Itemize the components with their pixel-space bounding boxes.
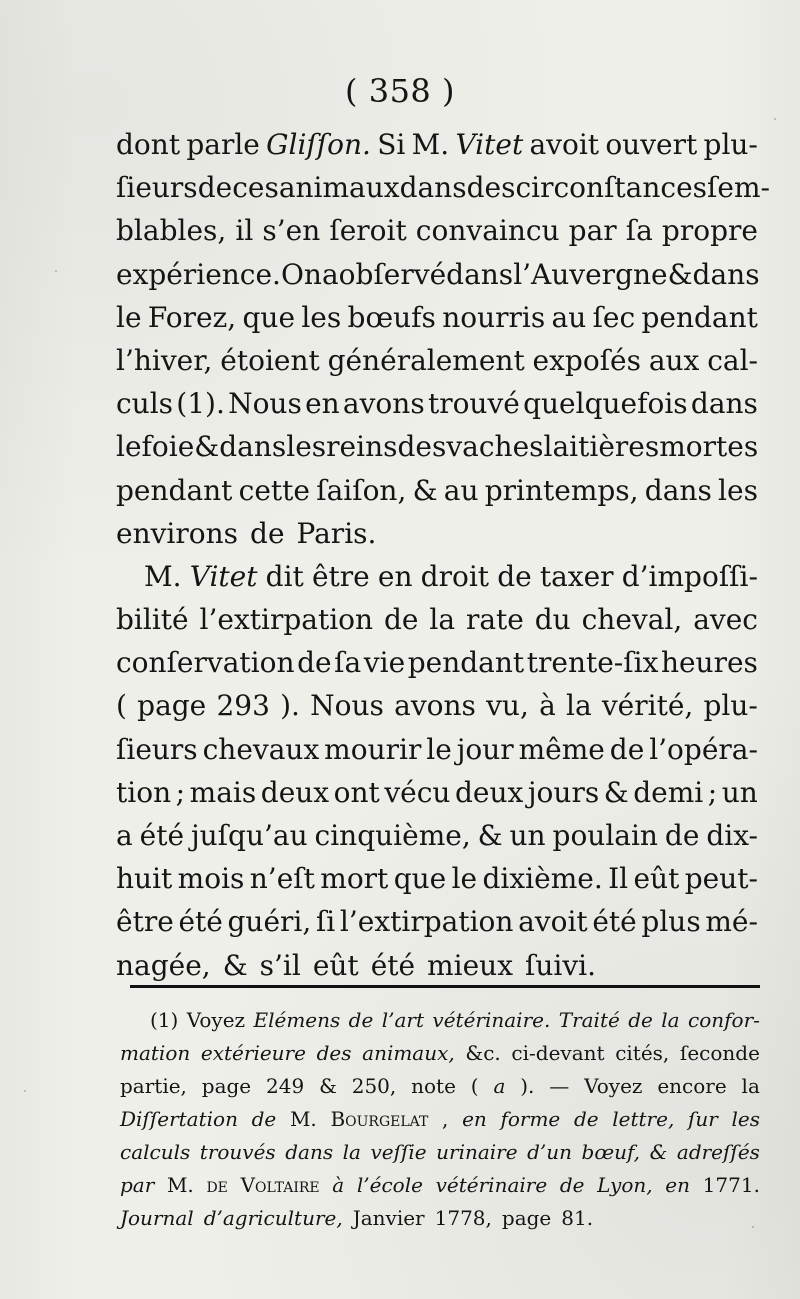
word: par — [568, 214, 617, 248]
word: huit — [116, 862, 173, 896]
word: circonſtances — [515, 171, 708, 205]
word: dans — [446, 257, 514, 291]
word: en — [377, 559, 413, 593]
word: ſieurs — [116, 171, 198, 205]
word: du — [534, 603, 571, 637]
word: propre — [661, 214, 758, 248]
styled-word: Vitet — [189, 559, 258, 593]
word: de — [297, 646, 332, 680]
text-line — [116, 123, 758, 166]
styled-word: mation — [120, 1041, 191, 1065]
word: vu, — [486, 689, 529, 723]
word: blables, — [116, 214, 227, 248]
word: mortes — [659, 430, 759, 464]
styled-word: dans — [285, 1140, 334, 1164]
text-line — [116, 771, 758, 814]
text-line — [116, 166, 770, 209]
styled-word: la — [661, 1008, 680, 1032]
word: vécu — [384, 775, 451, 809]
styled-word: animaux, — [362, 1041, 455, 1065]
word: foie — [141, 430, 195, 464]
styled-word: Elémens — [253, 1008, 341, 1032]
word: Il — [608, 862, 629, 896]
word: de — [197, 171, 233, 205]
styled-word: en — [462, 1107, 487, 1131]
word: mourir — [324, 732, 422, 766]
word: la — [741, 1074, 760, 1098]
styled-word: par — [120, 1173, 155, 1197]
word: ; — [175, 775, 186, 809]
word: être — [116, 905, 174, 939]
word: quelquefois — [523, 387, 688, 421]
word: été — [139, 819, 185, 852]
styled-word: de — [206, 1173, 228, 1197]
text-line — [116, 296, 758, 339]
word: Si — [377, 128, 406, 161]
word: deux — [455, 775, 524, 809]
styled-word: lettre, — [612, 1107, 675, 1131]
styled-word: Diſſertation — [120, 1107, 238, 1131]
word: — — [549, 1074, 570, 1098]
word: 81. — [561, 1206, 594, 1230]
styled-word: de — [628, 1008, 653, 1032]
word: cheval, — [581, 603, 683, 637]
word: pendant — [407, 646, 525, 680]
styled-word: en — [665, 1173, 691, 1197]
word: 249 — [266, 1074, 305, 1098]
footnote-line — [120, 1037, 760, 1070]
word: eût — [633, 862, 680, 896]
word: ſa — [334, 646, 362, 680]
word: page — [137, 689, 207, 723]
word: au — [551, 300, 587, 334]
word: parle — [186, 128, 260, 161]
page-number: ( 358 ) — [345, 72, 455, 110]
footnote-line — [120, 1136, 760, 1169]
word: guéri, — [227, 905, 312, 939]
word: de — [383, 603, 419, 637]
word: poulain — [552, 819, 658, 852]
word: étoient — [220, 343, 320, 377]
word: le — [426, 732, 452, 766]
word: les — [301, 300, 342, 334]
word: l’extirpation — [199, 603, 374, 637]
word: jours — [527, 775, 600, 809]
word: dit — [265, 559, 304, 593]
word: Nous — [310, 689, 384, 723]
styled-word: d’un — [527, 1140, 573, 1164]
word: trente-ſix — [526, 646, 659, 680]
word: ſec — [592, 300, 636, 334]
text-line — [116, 253, 758, 296]
styled-word: de — [348, 1008, 374, 1032]
word: laitières — [543, 430, 660, 464]
word: avec — [693, 603, 758, 637]
word: ſaiſon, — [316, 473, 407, 507]
word: demi — [633, 775, 704, 809]
word: vie — [363, 646, 406, 680]
word: dont — [116, 128, 181, 161]
word: été — [592, 905, 637, 939]
word: pendant — [641, 300, 758, 334]
text-line — [116, 900, 758, 943]
word: été — [370, 948, 416, 982]
word: juſqu’au — [190, 819, 308, 852]
word: (1). — [176, 387, 225, 421]
text-line — [116, 598, 758, 641]
word: M. — [166, 1173, 194, 1197]
text-line — [116, 684, 758, 727]
styled-word: a — [493, 1074, 506, 1098]
word: & — [222, 948, 248, 982]
styled-word: les — [731, 1107, 760, 1131]
word: nagée, — [116, 948, 211, 982]
styled-word: Traité — [558, 1008, 620, 1032]
styled-word: confor- — [688, 1008, 760, 1032]
word: ont — [333, 775, 380, 809]
word: plu- — [703, 689, 758, 723]
word: Janvier — [352, 1206, 425, 1230]
word: , — [442, 1107, 449, 1131]
word: ſem- — [707, 171, 770, 205]
word: les — [718, 473, 758, 507]
styled-word: trouvés — [199, 1140, 276, 1164]
word: cinquième, — [314, 819, 471, 852]
word: s’en — [262, 214, 321, 248]
styled-word: des — [316, 1041, 352, 1065]
word: 1771. — [702, 1173, 760, 1197]
footnote-line — [120, 1202, 760, 1235]
word: partie, — [120, 1074, 187, 1098]
word: ). — [520, 1074, 535, 1098]
word: droit — [420, 559, 490, 593]
word: peut- — [684, 862, 758, 896]
word: expoſés — [532, 343, 641, 377]
styled-word: extérieure — [200, 1041, 306, 1065]
footnote-line — [120, 1169, 760, 1202]
word: On — [280, 257, 322, 291]
word: l’extirpation — [339, 905, 514, 939]
footnote-line — [120, 1103, 760, 1136]
word: ( — [116, 689, 127, 723]
styled-word: Voltaire — [240, 1173, 320, 1197]
word: tion — [116, 775, 172, 809]
text-line — [116, 555, 758, 598]
word: aux — [648, 343, 700, 377]
word: eût — [312, 948, 359, 982]
styled-word: calculs — [120, 1140, 191, 1164]
styled-word: Vitet — [455, 128, 524, 161]
word: Forez, — [147, 300, 237, 334]
paper-speck — [752, 1226, 754, 1228]
text-line — [116, 382, 758, 425]
word: avoit — [529, 128, 600, 161]
word: avons — [394, 689, 476, 723]
word: la — [429, 603, 456, 637]
styled-word: Bourgelat — [330, 1107, 429, 1131]
main-text — [116, 123, 770, 987]
word: jour — [456, 732, 514, 766]
word: ſieurs — [116, 732, 198, 766]
word: note — [411, 1074, 456, 1098]
word: au — [443, 473, 479, 507]
word: dix- — [706, 819, 758, 852]
word: cette — [238, 473, 310, 507]
text-line — [116, 425, 758, 468]
word: ( — [470, 1074, 479, 1098]
word: dans — [692, 257, 760, 291]
word: l’opéra- — [649, 732, 758, 766]
word: ). — [280, 689, 300, 723]
word: Nous — [228, 387, 302, 421]
word: l’Auvergne — [513, 257, 668, 291]
word: ces — [232, 171, 279, 205]
word: mois — [177, 862, 245, 896]
word: plus — [641, 905, 701, 939]
text-line — [116, 469, 758, 512]
word: d’impoſſi- — [621, 559, 758, 593]
word: un — [509, 819, 546, 852]
word: Voyez — [584, 1074, 643, 1098]
styled-word: à — [332, 1173, 345, 1197]
word: de — [664, 819, 700, 852]
word: dans — [690, 387, 758, 421]
styled-word: de — [573, 1107, 599, 1131]
word: &c. — [465, 1041, 501, 1065]
word: cités, — [615, 1041, 670, 1065]
word: dixième. — [482, 862, 603, 896]
styled-word: la — [342, 1140, 361, 1164]
styled-word: vétérinaire. — [432, 1008, 551, 1032]
word: ſeconde — [679, 1041, 760, 1065]
word: été — [178, 905, 223, 939]
text-line — [116, 814, 758, 857]
word: être — [311, 559, 370, 593]
word: mais — [189, 775, 257, 809]
word: reins — [326, 430, 398, 464]
word: obſervé — [338, 257, 447, 291]
styled-word: d’agriculture, — [203, 1206, 343, 1230]
word: même — [518, 732, 605, 766]
word: & — [477, 819, 503, 852]
footnote-text — [120, 1004, 760, 1235]
word: conſervation — [116, 646, 295, 680]
text-line — [116, 857, 758, 900]
word: cal- — [707, 343, 758, 377]
word: de — [497, 559, 532, 593]
word: chevaux — [202, 732, 320, 766]
word: il — [235, 214, 254, 248]
word: de — [250, 516, 285, 550]
word: ci-devant — [511, 1041, 605, 1065]
word: avoit — [518, 905, 588, 939]
styled-word: & — [649, 1140, 668, 1164]
word: ſeroit — [329, 214, 407, 248]
word: a — [116, 819, 133, 852]
word: ſi — [315, 905, 336, 939]
footnote-line — [120, 1070, 760, 1103]
word: & — [412, 473, 438, 507]
word: page — [201, 1074, 252, 1098]
word: taxer — [539, 559, 614, 593]
word: vaches — [446, 430, 544, 464]
styled-word: urinaire — [436, 1140, 518, 1164]
word: culs — [116, 387, 174, 421]
paper-speck — [55, 270, 57, 272]
word: 293 — [216, 689, 270, 723]
word: vérité, — [601, 689, 694, 723]
word: le — [116, 430, 142, 464]
word: à — [539, 689, 556, 723]
text-line — [116, 728, 758, 771]
styled-word: vétérinaire — [435, 1173, 548, 1197]
styled-word: adreſſés — [676, 1140, 760, 1164]
word: Voyez — [186, 1008, 246, 1032]
word: dans — [644, 473, 712, 507]
word: trouvé — [427, 387, 520, 421]
word: 1778, — [434, 1206, 492, 1230]
styled-word: Journal — [120, 1206, 194, 1230]
word: (1) — [150, 1008, 179, 1032]
word: & — [603, 775, 629, 809]
word: ouvert — [605, 128, 698, 161]
styled-word: de — [251, 1107, 277, 1131]
word: mort — [320, 862, 389, 896]
word: nourris — [442, 300, 546, 334]
word: un — [721, 775, 758, 809]
word: page — [501, 1206, 552, 1230]
word: en — [305, 387, 340, 421]
text-line — [116, 339, 758, 382]
word: pendant — [116, 473, 233, 507]
word: heures — [660, 646, 758, 680]
word: Paris. — [296, 516, 377, 550]
word: s’il — [259, 948, 301, 982]
styled-word: l’école — [356, 1173, 423, 1197]
styled-word: bœuf, — [581, 1140, 641, 1164]
text-line — [116, 641, 758, 684]
word: les — [286, 430, 327, 464]
text-line — [116, 512, 758, 555]
word: généralement — [327, 343, 525, 377]
word: bilité — [116, 603, 189, 637]
text-line — [116, 944, 758, 987]
styled-word: ſur — [687, 1107, 718, 1131]
word: printemps, — [484, 473, 639, 507]
styled-word: forme — [500, 1107, 561, 1131]
styled-word: veſſie — [370, 1140, 427, 1164]
word: & — [194, 430, 220, 464]
paper-speck — [774, 118, 776, 120]
word: expérience. — [116, 257, 281, 291]
word: convaincu — [415, 214, 560, 248]
word: dans — [399, 171, 467, 205]
word: le — [116, 300, 142, 334]
word: que — [242, 300, 296, 334]
word: encore — [657, 1074, 727, 1098]
word: dans — [219, 430, 287, 464]
text-line — [116, 209, 758, 252]
styled-word: Lyon, — [597, 1173, 653, 1197]
paper-speck — [24, 1090, 26, 1092]
word: animaux — [278, 171, 400, 205]
word: M. — [144, 559, 182, 593]
word: mé- — [705, 905, 758, 939]
word: la — [565, 689, 592, 723]
word: avons — [342, 387, 425, 421]
word: de — [609, 732, 645, 766]
word: le — [451, 862, 478, 896]
styled-word: de — [559, 1173, 585, 1197]
footnote-rule — [130, 985, 760, 988]
word: deux — [260, 775, 330, 809]
footnote-line — [120, 1004, 760, 1037]
word: plu- — [703, 128, 758, 161]
word: M. — [411, 128, 450, 161]
word: M. — [289, 1107, 317, 1131]
styled-word: Gliſſon. — [266, 128, 371, 161]
word: que — [393, 862, 447, 896]
word: ſa — [625, 214, 653, 248]
word: & — [319, 1074, 337, 1098]
styled-word: l’art — [381, 1008, 424, 1032]
word: 250, — [351, 1074, 397, 1098]
word: a — [321, 257, 339, 291]
word: ſuivi. — [525, 948, 597, 982]
word: mieux — [427, 948, 513, 982]
word: bœufs — [347, 300, 436, 334]
word: rate — [465, 603, 524, 637]
word: des — [466, 171, 516, 205]
word: l’hiver, — [116, 343, 213, 377]
word: & — [667, 257, 693, 291]
word: ; — [707, 775, 718, 809]
word: des — [397, 430, 447, 464]
word: n’eſt — [249, 862, 315, 896]
word: environs — [116, 516, 239, 550]
